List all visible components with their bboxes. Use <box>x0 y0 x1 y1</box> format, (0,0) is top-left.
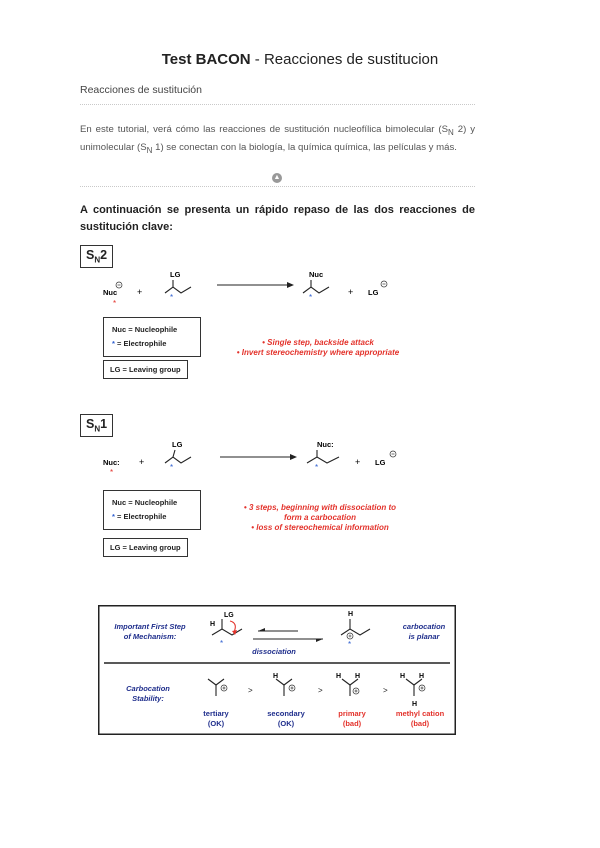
sn2-reaction-scheme <box>95 265 415 310</box>
svg-text:(bad): (bad) <box>410 719 430 728</box>
collapse-chevron-icon[interactable]: ▲ <box>273 174 281 181</box>
legend-e-text: = Electrophile <box>117 512 167 521</box>
sn2-label-num: 2 <box>100 248 108 262</box>
sn1-label-num: 1 <box>100 417 108 431</box>
svg-text:*: * <box>348 640 352 649</box>
sn1-nuc: Nuc: <box>103 458 120 467</box>
electrophile-star-icon: * <box>112 512 115 521</box>
intro-sub: N <box>448 127 454 137</box>
svg-text:is planar: is planar <box>408 632 440 641</box>
svg-text:H: H <box>400 673 406 680</box>
sn2-lg-legend: LG = Leaving group <box>103 360 188 379</box>
svg-text:dissociation: dissociation <box>252 647 296 656</box>
electrophile-star-icon: * <box>112 339 115 348</box>
sn2-legend <box>103 317 201 357</box>
title-bold: Test BACON <box>161 51 251 68</box>
sn1-label <box>80 414 113 437</box>
svg-text:H: H <box>348 611 354 618</box>
sn2-lg: LG <box>170 270 181 279</box>
svg-text:(OK): (OK) <box>207 719 225 728</box>
nucleophile-star-icon: * <box>113 299 117 308</box>
svg-text:carbocation: carbocation <box>402 622 446 631</box>
sn2-label-sub: N <box>94 255 101 265</box>
svg-text:*: * <box>309 293 313 302</box>
product-skeleton <box>303 287 329 293</box>
electrophile-star-icon: * <box>170 293 174 302</box>
sn2-nuc: Nuc <box>103 288 118 297</box>
svg-text:H: H <box>210 621 216 628</box>
sn1-legend <box>103 490 201 530</box>
product-skeleton <box>307 457 339 463</box>
divider <box>80 186 475 187</box>
substrate-skeleton <box>165 287 191 293</box>
svg-text:secondary: secondary <box>267 709 305 718</box>
svg-text:+: + <box>139 457 145 467</box>
sn1-note: • loss of stereochemical information <box>251 523 389 532</box>
svg-text:of Mechanism:: of Mechanism: <box>123 632 177 641</box>
legend-nuc: Nuc = Nucleophile <box>112 325 178 334</box>
svg-text:>: > <box>318 686 323 695</box>
sn2-label-s: S <box>86 248 95 262</box>
intro-part: 2) y unimolecular (S <box>80 124 475 153</box>
svg-text:Stability:: Stability: <box>132 694 164 703</box>
legend-e-text: = Electrophile <box>117 339 167 348</box>
svg-text:H: H <box>273 673 279 680</box>
svg-text:*: * <box>170 463 174 472</box>
sn1-note: form a carbocation <box>283 513 356 522</box>
carbocation-panel <box>98 605 456 735</box>
section-heading: Reacciones de sustitución <box>80 84 202 96</box>
sn2-notes <box>213 338 423 358</box>
sn1-label-s: S <box>86 417 95 431</box>
plus: + <box>137 287 143 297</box>
intro-part: 1) se conectan con la biología, la química química, las películas y más. <box>152 141 457 153</box>
legend-electrophile <box>112 337 192 351</box>
svg-text:(bad): (bad) <box>342 719 362 728</box>
sn1-product-lg: LG <box>375 458 386 467</box>
sn1-note: • 3 steps, beginning with dissociation to <box>243 503 397 512</box>
sn1-lg: LG <box>172 440 183 449</box>
svg-text:*: * <box>220 639 224 648</box>
svg-text:primary: primary <box>338 709 366 718</box>
sn1-reaction-scheme <box>95 435 415 480</box>
svg-text:>: > <box>248 686 253 695</box>
svg-text:H: H <box>355 673 361 680</box>
sn2-product-nuc: Nuc <box>309 270 324 279</box>
svg-text:+: + <box>355 457 361 467</box>
svg-text:+: + <box>348 287 354 297</box>
svg-text:Carbocation: Carbocation <box>126 684 170 693</box>
nucleophile-star-icon: * <box>110 468 114 477</box>
svg-text:methyl cation: methyl cation <box>395 709 445 718</box>
intro-paragraph <box>80 122 475 158</box>
svg-text:tertiary: tertiary <box>203 709 229 718</box>
lead-heading: A continuación se presenta un rápido repaso de las dos reacciones de sustitución clave: <box>80 204 475 233</box>
title-rest: - Reacciones de sustitucion <box>250 51 439 68</box>
intro-part: En este tutorial, verá cómo las reacciones de sustitución nucleofílica bimolecular (S <box>80 124 449 135</box>
sn2-note: • Invert stereochemistry where appropriate <box>236 348 400 357</box>
sn1-lg-legend: LG = Leaving group <box>103 538 188 557</box>
svg-text:H: H <box>336 673 342 680</box>
legend-nuc: Nuc = Nucleophile <box>112 498 178 507</box>
sn2-note: • Single step, backside attack <box>262 338 374 347</box>
sn2-product-lg: LG <box>368 288 379 297</box>
sn1-notes <box>215 503 425 533</box>
sn1-product-nuc: Nuc: <box>317 440 334 449</box>
svg-text:*: * <box>315 463 319 472</box>
page-title <box>0 51 600 68</box>
svg-text:Important First Step: Important First Step <box>114 622 186 631</box>
intro-sub: N <box>146 145 153 155</box>
sn1-label-sub: N <box>94 424 101 434</box>
svg-text:>: > <box>383 686 388 695</box>
divider <box>80 104 475 105</box>
svg-text:(OK): (OK) <box>277 719 295 728</box>
legend-electrophile <box>112 510 192 524</box>
svg-text:H: H <box>412 701 418 708</box>
svg-text:LG: LG <box>224 612 234 619</box>
svg-text:H: H <box>419 673 425 680</box>
substrate-skeleton <box>165 457 191 463</box>
